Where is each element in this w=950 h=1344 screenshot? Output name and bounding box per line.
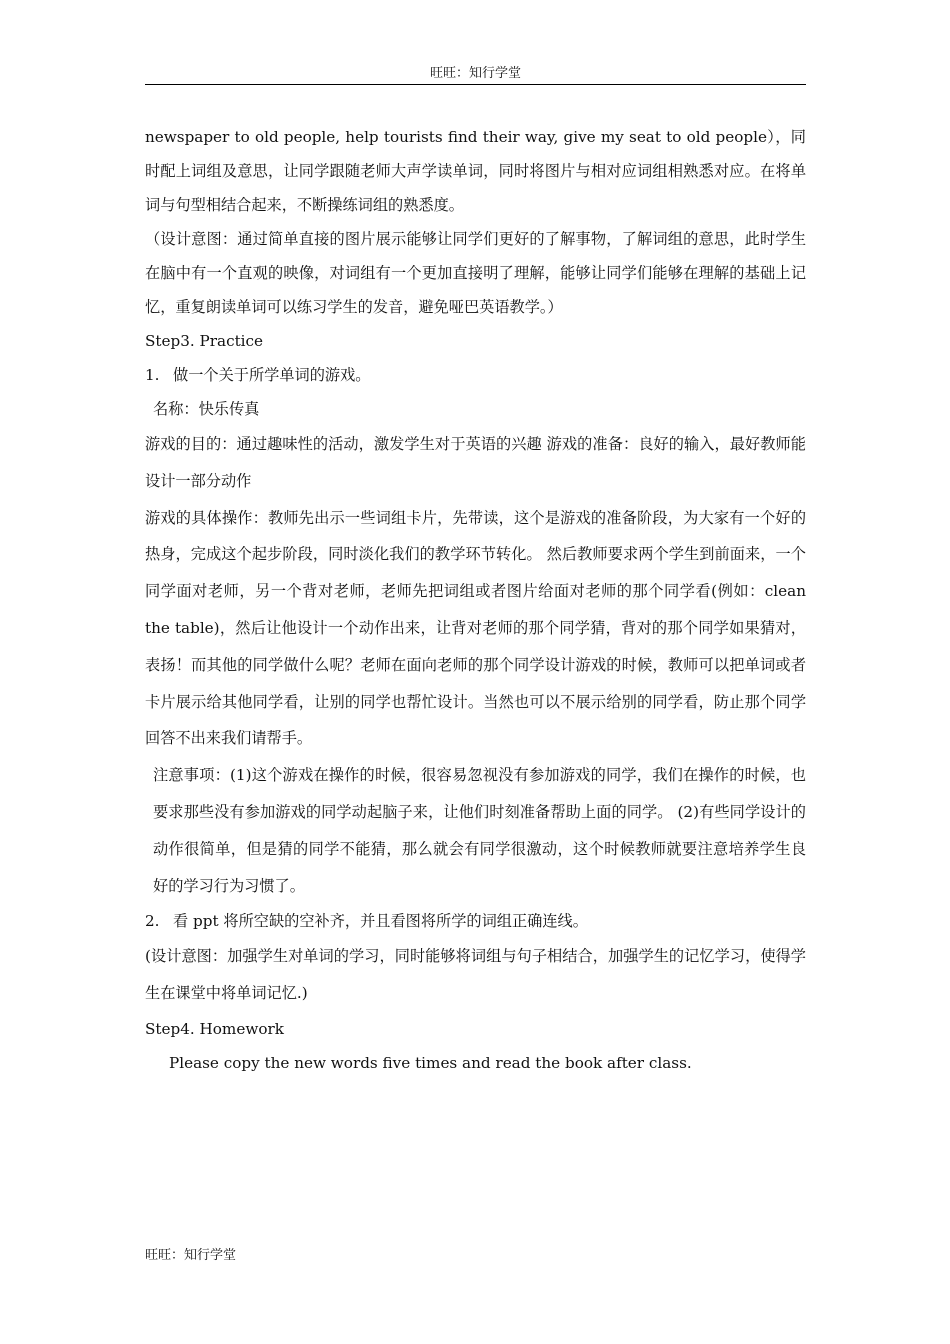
paragraph-design-intent-2: (设计意图：加强学生对单词的学习，同时能够将词组与句子相结合，加强学生的记忆学习，使得学生在课堂中将单词记忆.) (145, 947, 806, 1003)
list-item-2-text: 看 ppt 将所空缺的空补齐，并且看图将所学的词组正确连线。 (173, 912, 588, 931)
game-notes: 注意事项：(1)这个游戏在操作的时候，很容易忽视没有参加游戏的同学，我们在操作的时候，也要求那些没有参加游戏的同学动起脑子来，让他们时刻准备帮助上面的同学。 (2)有些同学设计的动作很简单，但是猜的同学不能猜，那么就会有同学很激动，这个时候教师就要注意培养学生良好的学习行为习惯了。 (153, 766, 806, 895)
game-name: 名称：快乐传真 (153, 400, 260, 418)
game-purpose: 游戏的目的：通过趣味性的活动，激发学生对于英语的兴趣 游戏的准备：良好的输入，最好教师能设计一部分动作 (145, 435, 806, 490)
list-item-1-number: 1. (145, 366, 160, 384)
page-header: 旺旺：知行学堂 (145, 64, 806, 85)
heading-step4: Step4. Homework (145, 1019, 284, 1038)
page-footer: 旺旺：知行学堂 (145, 1248, 237, 1263)
heading-step3: Step3. Practice (145, 332, 264, 350)
list-item-1 (145, 358, 806, 392)
list-item-1-text: 做一个关于所学单词的游戏。 (173, 366, 371, 384)
game-operations: 游戏的具体操作：教师先出示一些词组卡片，先带读，这个是游戏的准备阶段，为大家有一个好的热身，完成这个起步阶段，同时淡化我们的教学环节转化。 然后教师要求两个学生到前面来，一个同学面对老师，另一个背对老师，老师先把词组或者图片给面对老师的那个同学看(例如：clean the table)，然后让他设计一个动作出来，让背对老师的那个同学猜，背对的那个同学如果猜对，表扬！而其他的同学做什么呢？老师在面向老师的那个同学设计游戏的时候，教师可以把单词或者卡片展示给其他同学看，让别的同学也帮忙设计。当然也可以不展示给别的同学看，防止那个同学回答不出来我们请帮手。 (145, 508, 806, 748)
paragraph-design-intent-1: （设计意图：通过简单直接的图片展示能够让同学们更好的了解事物，了解词组的意思，此时学生在脑中有一个直观的映像，对词组有一个更加直接明了理解，能够让同学们能够在理解的基础上记忆，重复朗读单词可以练习学生的发音，避免哑巴英语教学。） (145, 230, 806, 316)
list-item-2-number: 2. (145, 912, 160, 931)
homework-text: Please copy the new words five times and read the book after class. (169, 1053, 692, 1072)
document-body (145, 120, 806, 1080)
list-item-2 (145, 904, 806, 938)
paragraph-warmup: newspaper to old people, help tourists find their way, give my seat to old people），同时配上词组及意思，让同学跟随老师大声学读单词，同时将图片与相对应词组相熟悉对应。在将单词与句型相结合起来，不断操练词组的熟悉度。 (145, 128, 806, 214)
